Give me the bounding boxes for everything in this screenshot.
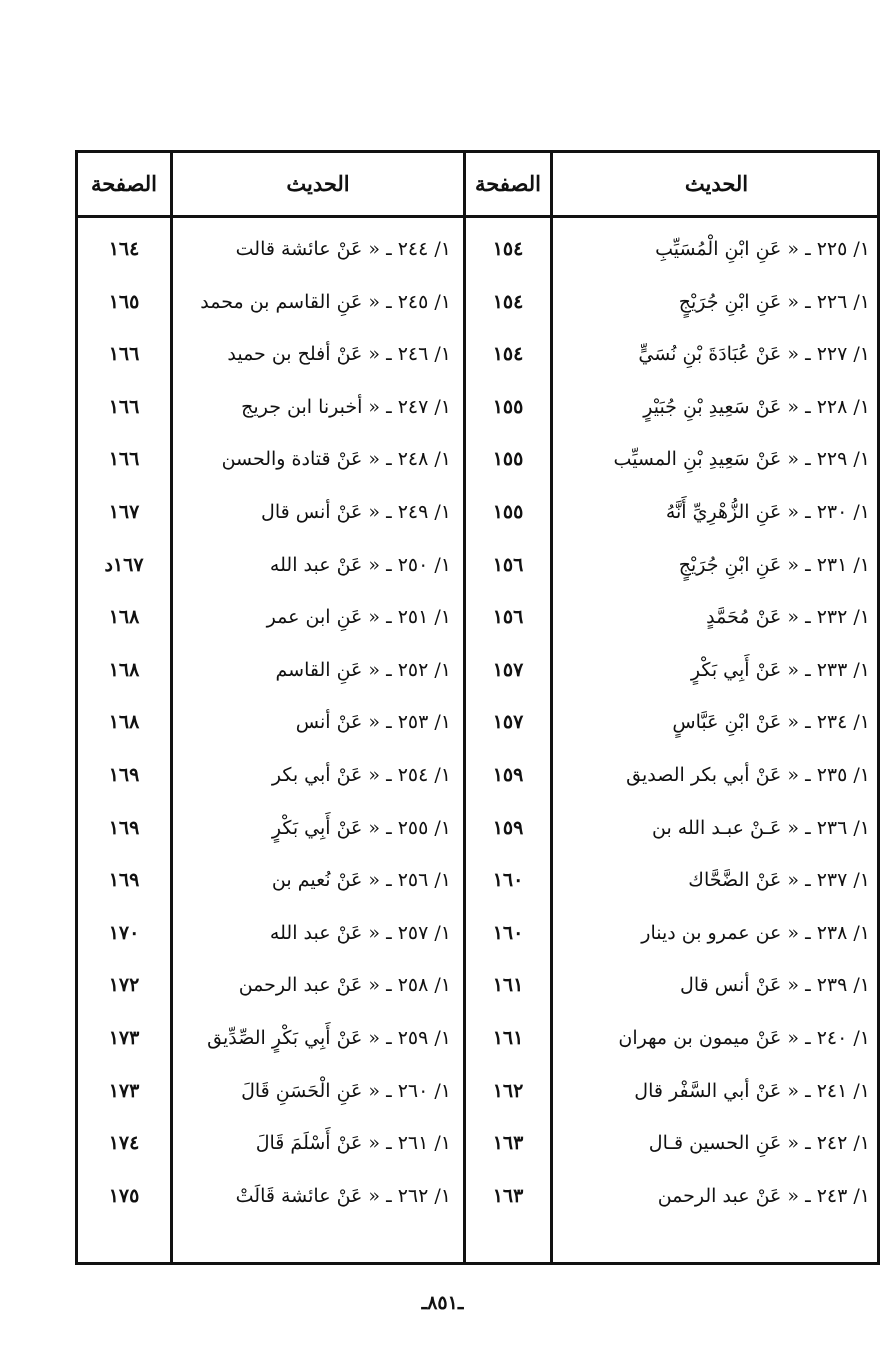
hadith-entry-right: ١/ ٢٣٠ ـ « عَنِ الزُّهْرِيِّ أَنَّهُ — [665, 501, 870, 523]
hadith-entry-left: ١/ ٢٥٦ ـ « عَنْ نُعيم بن — [271, 869, 451, 892]
header-page-right: الصفحة — [475, 171, 541, 196]
hadith-entry-left: ١/ ٢٥٩ ـ « عَنْ أَبِي بَكْرٍ الصِّدِّيق — [207, 1027, 451, 1049]
page-number-left: ١٧٣ — [108, 1027, 140, 1049]
hadith-entry-left: ١/ ٢٦١ ـ « عَنْ أَسْلَمَ قَالَ — [255, 1132, 451, 1155]
page-number-right: ١٥٥ — [492, 501, 524, 523]
hadith-entry-left: ١/ ٢٤٤ ـ « عَنْ عائشة قالت — [235, 238, 451, 260]
table-row — [78, 334, 877, 374]
page-number-left: ١٦٩ — [108, 869, 140, 892]
page-number-right: ١٥٩ — [492, 764, 524, 786]
table-row — [78, 1123, 877, 1163]
index-table — [75, 150, 880, 1265]
table-row — [78, 913, 877, 953]
hadith-entry-right: ١/ ٢٣٢ ـ « عَنْ مُحَمَّدٍ — [706, 606, 870, 629]
page-number-right: ١٥٤ — [492, 290, 524, 313]
page-number-left: ١٦٦ — [108, 448, 140, 471]
page-number-left: ١٦٨ — [108, 658, 140, 681]
hadith-entry-left: ١/ ٢٤٩ ـ « عَنْ أنس قال — [261, 501, 451, 523]
page-number-left: ١٦٦ — [108, 343, 140, 366]
hadith-entry-left: ١/ ٢٥٥ ـ « عَنْ أَبِي بَكْرٍ — [271, 816, 451, 839]
hadith-entry-right: ١/ ٢٢٦ ـ « عَنِ ابْنِ جُرَيْجٍ — [678, 290, 870, 313]
page-number-left: ١٧٢ — [108, 974, 140, 997]
page-number-left: ١٦٥ — [108, 290, 140, 313]
table-row — [78, 755, 877, 795]
hadith-entry-right: ١/ ٢٤٣ ـ « عَنْ عبد الرحمن — [657, 1184, 870, 1207]
page-number-right: ١٥٥ — [492, 448, 524, 471]
page-number-right: ١٦٠ — [492, 921, 524, 944]
hadith-entry-right: ١/ ٢٣٨ ـ « عن عمرو بن دينار — [641, 921, 870, 944]
hadith-entry-left: ١/ ٢٥٧ ـ « عَنْ عبد الله — [269, 921, 451, 944]
hadith-entry-left: ١/ ٢٦٢ ـ « عَنْ عائشة قَالَتْ — [235, 1184, 451, 1207]
table-row — [78, 860, 877, 900]
page-number-left: ١٦٤ — [108, 238, 140, 260]
page-number-left: ١٧٥ — [108, 1184, 140, 1207]
hadith-entry-left: ١/ ٢٥٤ ـ « عَنْ أبي بكر — [271, 764, 451, 786]
hadith-entry-right: ١/ ٢٣٧ ـ « عَنْ الضَّحَّاك — [688, 869, 870, 892]
table-row — [78, 965, 877, 1005]
header-hadith-right: الحديث — [684, 171, 749, 196]
page-number-right: ١٦٣ — [492, 1184, 524, 1207]
hadith-entry-right: ١/ ٢٣٩ ـ « عَنْ أنس قال — [680, 974, 870, 997]
hadith-entry-right: ١/ ٢٣٦ ـ « عَـنْ عبـد الله بن — [652, 816, 870, 839]
hadith-entry-left: ١/ ٢٤٥ ـ « عَنِ القاسم بن محمد — [200, 290, 451, 313]
table-row — [78, 492, 877, 532]
hadith-entry-right: ١/ ٢٣٣ ـ « عَنْ أَبِي بَكْرٍ — [690, 658, 870, 681]
page-number-right: ١٦١ — [492, 974, 524, 997]
hadith-entry-left: ١/ ٢٤٨ ـ « عَنْ قتادة والحسن — [221, 448, 451, 471]
page-number-left: ١٦٩ — [108, 764, 140, 786]
page-number-right: ١٥٥ — [492, 395, 524, 418]
hadith-entry-left: ١/ ٢٤٧ ـ « أخبرنا ابن جريج — [241, 395, 451, 418]
page-number-left: ١٧٤ — [108, 1132, 140, 1155]
hadith-entry-left: ١/ ٢٥٨ ـ « عَنْ عبد الرحمن — [238, 974, 451, 997]
page-number-left: ١٦٧ — [108, 501, 140, 523]
table-row — [78, 1071, 877, 1111]
table-row — [78, 1018, 877, 1058]
table-row — [78, 439, 877, 479]
page-number-right: ١٥٧ — [492, 658, 524, 681]
table-row — [78, 650, 877, 690]
page-number-left: ١٧٣ — [108, 1079, 140, 1102]
hadith-entry-right: ١/ ٢٣١ ـ « عَنِ ابْنِ جُرَيْجٍ — [678, 553, 870, 576]
page-number-right: ١٥٤ — [492, 343, 524, 366]
hadith-entry-right: ١/ ٢٢٧ ـ « عَنْ عُبَادَةَ بْنِ نُسَيٍّ — [638, 343, 870, 366]
hadith-entry-right: ١/ ٢٤٢ ـ « عَنِ الحسين قـال — [648, 1132, 870, 1155]
hadith-entry-right: ١/ ٢٢٨ ـ « عَنْ سَعِيدِ بْنِ جُبَيْرٍ — [643, 395, 870, 418]
table-row — [78, 597, 877, 637]
hadith-entry-left: ١/ ٢٥١ ـ « عَنِ ابن عمر — [266, 606, 451, 629]
page-number-right: ١٥٩ — [492, 816, 524, 839]
hadith-entry-left: ١/ ٢٥٠ ـ « عَنْ عبد الله — [269, 553, 451, 576]
table-row — [78, 229, 877, 269]
page-number-right: ١٦٣ — [492, 1132, 524, 1155]
table-row — [78, 808, 877, 848]
page-number-left: ١٧٠ — [108, 921, 140, 944]
hadith-entry-right: ١/ ٢٣٤ ـ « عَنْ ابْنِ عَبَّاسٍ — [672, 711, 870, 734]
page-number-left: ١٦٧د — [104, 553, 144, 576]
page-number-left: ١٦٨ — [108, 711, 140, 734]
page-number-right: ١٦١ — [492, 1027, 524, 1049]
page-number: ـ٨٥١ـ — [421, 1292, 464, 1314]
table-row — [78, 282, 877, 322]
page-number-right: ١٦٠ — [492, 869, 524, 892]
header-page-left: الصفحة — [91, 171, 157, 196]
table-row — [78, 545, 877, 585]
page-number-right: ١٥٧ — [492, 711, 524, 734]
page-number-right: ١٥٦ — [492, 606, 524, 629]
hadith-entry-right: ١/ ٢٢٩ ـ « عَنْ سَعِيدِ بْنِ المسيِّب — [613, 448, 870, 471]
table-row — [78, 387, 877, 427]
hadith-entry-left: ١/ ٢٤٦ ـ « عَنْ أفلح بن حميد — [227, 343, 451, 366]
page-number-right: ١٥٤ — [492, 238, 524, 260]
page-number-left: ١٦٩ — [108, 816, 140, 839]
page-number-right: ١٥٦ — [492, 553, 524, 576]
hadith-entry-right: ١/ ٢٣٥ ـ « عَنْ أبي بكر الصديق — [626, 764, 870, 786]
hadith-entry-right: ١/ ٢٤١ ـ « عَنْ أبي السَّفْر قال — [634, 1079, 870, 1102]
page-number-left: ١٦٨ — [108, 606, 140, 629]
hadith-entry-left: ١/ ٢٥٣ ـ « عَنْ أنس — [295, 711, 451, 734]
table-row — [78, 702, 877, 742]
hadith-entry-right: ١/ ٢٤٠ ـ « عَنْ ميمون بن مهران — [618, 1027, 870, 1049]
hadith-entry-left: ١/ ٢٦٠ ـ « عَنِ الْحَسَنِ قَالَ — [241, 1079, 451, 1102]
hadith-entry-right: ١/ ٢٢٥ ـ « عَنِ ابْنِ الْمُسَيِّبِ — [655, 238, 870, 260]
table-row — [78, 1176, 877, 1216]
hadith-entry-left: ١/ ٢٥٢ ـ « عَنِ القاسم — [275, 658, 451, 681]
header-divider — [78, 215, 877, 218]
page-number-left: ١٦٦ — [108, 395, 140, 418]
page-number-right: ١٦٢ — [492, 1079, 524, 1102]
header-hadith-left: الحديث — [286, 171, 350, 196]
